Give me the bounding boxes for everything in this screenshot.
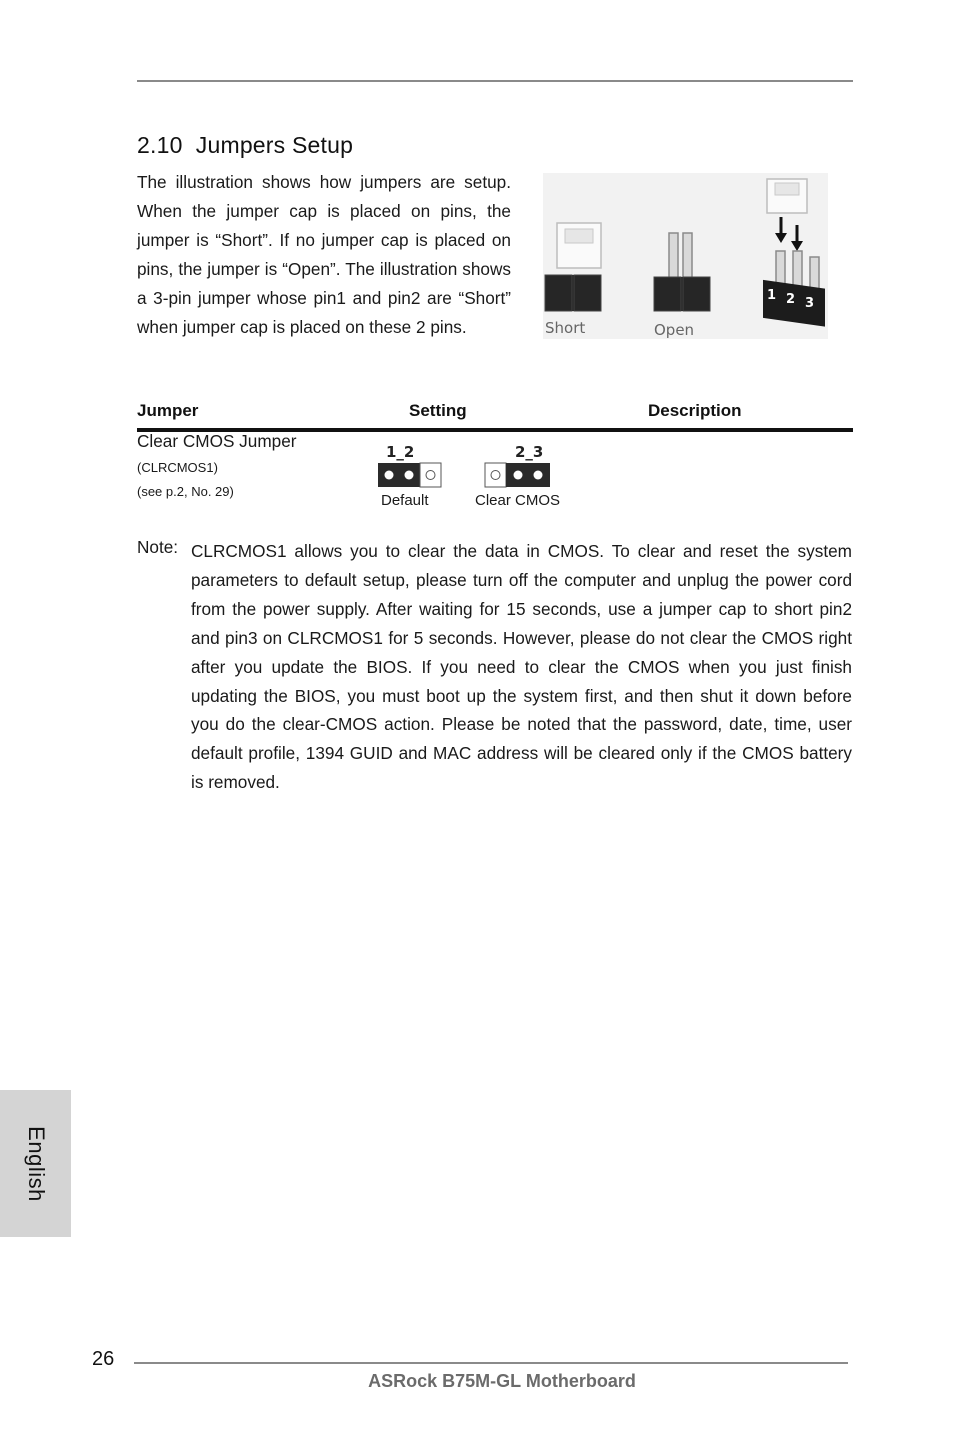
clear-cmos-caption: Clear CMOS [475, 492, 561, 509]
jumper-illustration [543, 173, 828, 339]
pin-1-label: 1 [767, 288, 777, 303]
table-header-jumper: Jumper [137, 401, 199, 420]
clear-cmos-pins-label: 2_3 [515, 443, 544, 461]
note-text: CLRCMOS1 allows you to clear the data in CMOS. To clear and reset the system parameters to default setup, please turn off the computer and unplug the power cord from the power supply. After waiting for 15 seconds, use a jumper cap to short pin2 and pin3 on CLRCMOS1 for 5 seconds. However, please do not clear the CMOS right after you update the BIOS. If you need to clear the CMOS when you just finish updating the BIOS, you must boot up the system first, and then shut it down before you do the clear-CMOS action. Please be noted that the password, date, time, user default profile, 1394 GUID and MAC address will be cleared only if the CMOS battery is removed. [191, 541, 852, 793]
table-header-description: Description [648, 401, 742, 420]
section-number: 2.10 [137, 132, 183, 158]
top-rule [137, 80, 853, 82]
default-setting-icon [376, 441, 444, 489]
footer-title: ASRock B75M-GL Motherboard [368, 1371, 636, 1391]
section-title [137, 132, 353, 159]
page-number: 26 [92, 1348, 115, 1370]
section-title-text: Jumpers Setup [195, 132, 354, 158]
default-pins-label: 1_2 [386, 443, 415, 461]
jumper-reference: (see p.2, No. 29) [137, 484, 234, 499]
clear-cmos-setting-icon [483, 441, 553, 489]
short-label: Short [545, 319, 586, 337]
jumper-code: (CLRCMOS1) [137, 460, 218, 475]
note-label: Note: [137, 537, 179, 557]
open-label: Open [654, 321, 695, 339]
table-header-setting: Setting [409, 401, 467, 420]
language-text: English [23, 1125, 49, 1202]
language-side-label [0, 1090, 71, 1237]
pin-3-label: 3 [805, 296, 815, 311]
pin-2-label: 2 [786, 292, 796, 307]
default-caption: Default [381, 492, 429, 509]
jumper-name: Clear CMOS Jumper [137, 431, 297, 451]
intro-paragraph: The illustration shows how jumpers are setup. When the jumper cap is placed on pins, the jumper is “Short”. If no jumper cap is placed on pins, the jumper is “Open”. The illustration shows a 3-pin jumper whose pin1 and pin2 are “Short” when jumper cap is placed on these 2 pins. [137, 172, 511, 337]
bottom-rule [134, 1362, 848, 1364]
